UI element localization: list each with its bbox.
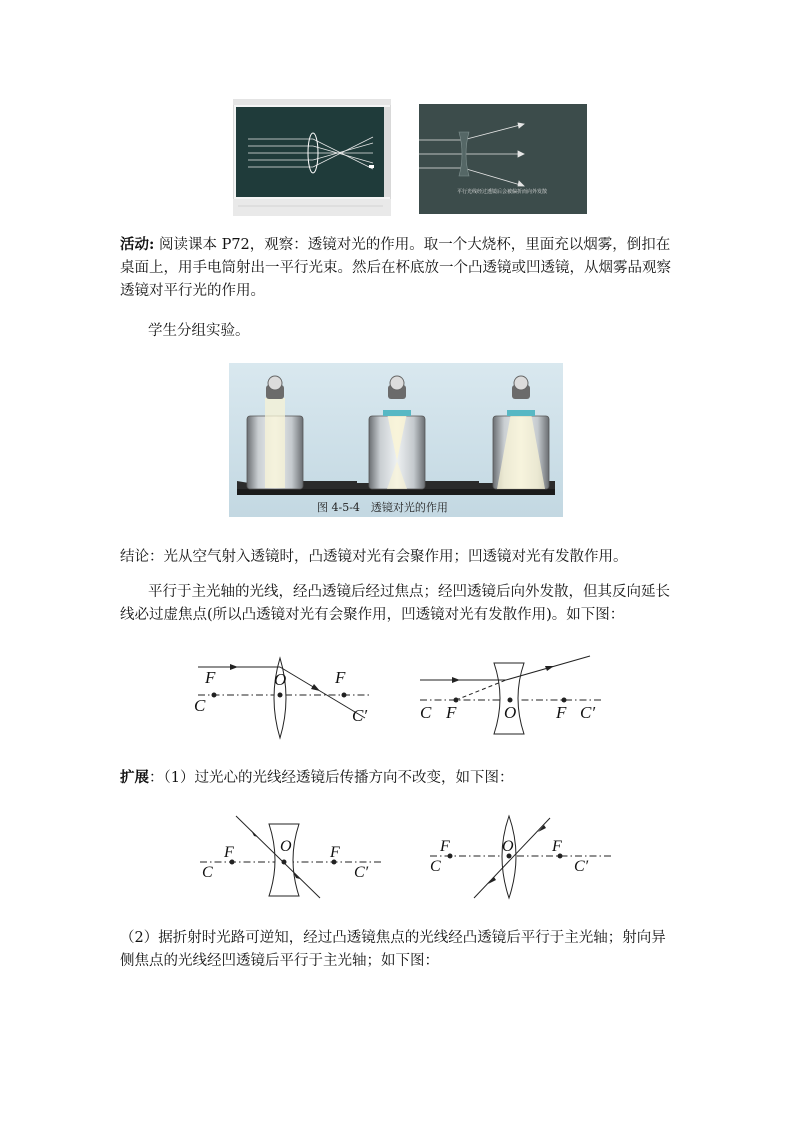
d1l-c2: C′	[352, 706, 368, 725]
d1r-f1: F	[446, 703, 457, 722]
d2l-o: O	[280, 838, 292, 855]
d2l-f2: F	[330, 844, 340, 861]
concave-center-ray-diagram	[196, 812, 386, 900]
convex-lens-screen-image	[233, 99, 391, 216]
d2l-f1: F	[224, 844, 234, 861]
activity-text: 阅读课本 P72，观察：透镜对光的作用。取一个大烧杯，里面充以烟雾，倒扣在桌面上，用手电筒射出一平行光束。然后在杯底放一个凸透镜或凹透镜，从烟雾品观察透镜对平行光的作用。	[120, 237, 671, 299]
conclusion: 结论：光从空气射入透镜时，凸透镜对光有会聚作用；凹透镜对光有发散作用。	[120, 549, 628, 565]
d1l-o: O	[274, 670, 287, 689]
concave-caption: 平行光线经过透镜后会被偏折而向外发散	[457, 189, 548, 195]
d1l-f2: F	[335, 668, 346, 687]
d1r-f2: F	[556, 703, 567, 722]
concave-lens-dark-image	[419, 104, 587, 214]
d2r-f2: F	[552, 838, 562, 855]
activity-label: 活动:	[120, 236, 155, 253]
d2r-c2: C′	[574, 858, 589, 875]
photo-caption: 图 4-5-4 透镜对光的作用	[317, 501, 448, 514]
d1r-c: C	[420, 703, 432, 722]
d1l-c: C	[194, 696, 206, 715]
d2r-c: C	[430, 858, 441, 875]
d2l-c: C	[202, 864, 213, 881]
beaker-photo	[229, 363, 563, 517]
extension-line	[120, 766, 513, 787]
activity-paragraph	[120, 233, 676, 303]
concave-diverge-diagram	[416, 650, 606, 740]
d1l-f1: F	[205, 668, 216, 687]
convex-converge-diagram	[190, 650, 380, 740]
d1r-c2: C′	[580, 703, 596, 722]
extension-text: ：（1）过光心的光线经透镜后传播方向不改变，如下图：	[149, 770, 514, 786]
group-experiment: 学生分组实验。	[148, 323, 250, 339]
d2l-c2: C′	[354, 864, 369, 881]
d2r-f1: F	[440, 838, 450, 855]
reverse-rule: （2）据折射时光路可逆知，经过凸透镜焦点的光线经凸透镜后平行于主光轴；射向异侧焦点的光线经凹透镜后平行于主光轴；如下图：	[120, 930, 666, 969]
extension-label: 扩展	[120, 769, 149, 786]
d1r-o: O	[504, 703, 517, 722]
d2r-o: O	[502, 838, 514, 855]
convex-center-ray-diagram	[426, 812, 616, 900]
parallel-rule: 平行于主光轴的光线，经凸透镜后经过焦点；经凹透镜后向外发散，但其反向延长线必过虚焦点(所以凸透镜对光有会聚作用，凹透镜对光有发散作用)。如下图：	[120, 584, 670, 623]
